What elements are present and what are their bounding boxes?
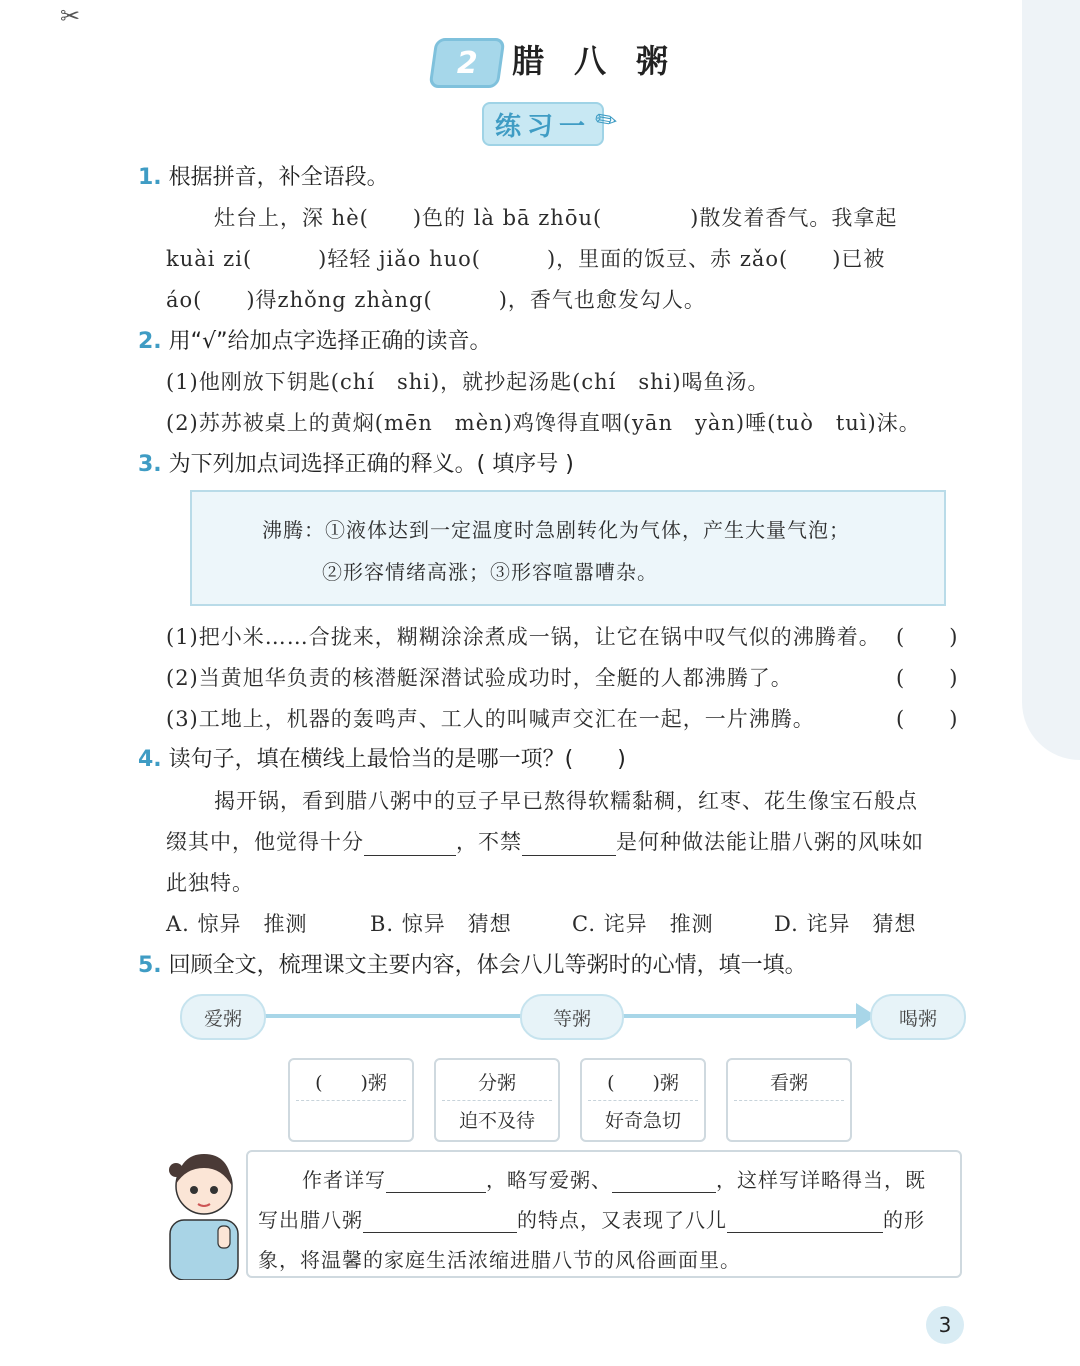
q4-line-2 [166,826,924,856]
stage-cloud-left [180,994,266,1040]
scissors-icon: ✂ [60,2,81,30]
lesson-number: 2 [456,45,478,81]
q4-line-3: 此独特。 [166,871,254,895]
stage-card-4 [726,1058,852,1142]
card-divider [588,1100,698,1101]
definition-line-1: 沸腾：①液体达到一定温度时急剧转化为气体，产生大量气泡； [262,518,850,542]
q5-line-2-part-a: 写出腊八粥 [258,1208,363,1232]
girl-illustration [160,1140,248,1280]
definition-line-2: ②形容情绪高涨；③形容喧嚣嘈杂。 [322,560,658,584]
answer-paren[interactable]: ( ) [896,625,959,649]
answer-blank[interactable] [386,1170,486,1193]
card-title[interactable]: ( )粥 [315,1072,387,1094]
stage-label: 爱粥 [203,1007,242,1030]
answer-blank[interactable] [612,1170,716,1193]
question-prompt: 回顾全文，梳理课文主要内容，体会八儿等粥时的心情，填一填。 [168,953,807,978]
q5-line-1-part-c: ，这样写详略得当，既 [716,1168,926,1192]
q1-line-2: kuài zi( )轻轻 jiǎo huo( )，里面的饭豆、赤 zǎo( )已被 [166,247,886,271]
q4-line-2-part-c: 是何种做法能让腊八粥的风味如 [616,830,924,854]
card-mood: 迫不及待 [458,1110,535,1132]
q5-line-2 [258,1204,925,1233]
q5-line-2-part-b: 的特点，又表现了八儿 [517,1208,727,1232]
stage-card-1 [288,1058,414,1142]
question-3 [138,447,574,478]
stage-label: 等粥 [552,1007,591,1030]
q4-line-2-part-a: 缀其中，他觉得十分 [166,830,364,854]
question-prompt: 根据拼音，补全语段。 [168,165,389,190]
option-a[interactable]: A. 惊异 推测 [166,912,308,936]
q4-line-1: 揭开锅，看到腊八粥中的豆子早已熬得软糯黏稠，红枣、花生像宝石般点 [214,789,918,813]
card-divider [442,1100,552,1101]
answer-blank[interactable] [522,833,616,856]
q1-line-1: 灶台上，深 hè( )色的 là bā zhōu( )散发着香气。我拿起 [214,206,898,230]
q3-item-2: (2)当黄旭华负责的核潜艇深潜试验成功时，全艇的人都沸腾了。 [166,666,793,690]
option-d[interactable]: D. 诧异 猜想 [774,912,917,936]
card-title: 分粥 [477,1072,516,1094]
page-number-text: 3 [938,1313,952,1337]
card-mood: 好奇急切 [604,1110,681,1132]
q5-line-3: 象，将温馨的家庭生活浓缩进腊八节的风俗画面里。 [258,1248,741,1272]
q2-item-2: (2)苏苏被桌上的黄焖(mēn mèn)鸡馋得直咽(yān yàn)唾(tuò tuì)沫。 [166,411,921,435]
card-divider [734,1100,844,1101]
lesson-number-badge [428,38,505,88]
answer-blank[interactable] [363,1210,517,1233]
answer-paren[interactable]: ( ) [896,707,959,731]
page-edge-tab [1022,0,1080,760]
question-number: 1. [138,165,162,190]
question-5 [138,948,807,979]
option-c[interactable]: C. 诧异 推测 [572,912,714,936]
question-prompt: 为下列加点词选择正确的释义。( 填序号 ) [168,452,574,477]
card-divider [296,1100,406,1101]
q5-line-2-part-c: 的形 [883,1208,925,1232]
q3-item-1: (1)把小米……合拢来，糊糊涂涂煮成一锅，让它在锅中叹气似的沸腾着。 [166,625,881,649]
question-number: 4. [138,747,162,772]
answer-blank[interactable] [727,1210,883,1233]
exercise-badge [482,102,604,146]
q5-line-1-part-b: ，略写爱粥、 [486,1168,612,1192]
stage-cloud-right [870,994,966,1040]
q1-line-3: áo( )得zhǒng zhàng( )，香气也愈发勾人。 [166,288,706,312]
question-2 [138,324,492,355]
q5-line-1-part-a: 作者详写 [302,1168,386,1192]
card-title: 看粥 [769,1072,808,1094]
stage-cloud-middle [520,994,624,1040]
answer-paren[interactable]: ( ) [896,666,959,690]
card-title[interactable]: ( )粥 [607,1072,679,1094]
question-number: 3. [138,452,162,477]
lesson-title: 腊八粥 [512,42,699,80]
stage-card-2 [434,1058,560,1142]
pencil-icon: ✎ [589,102,625,140]
q5-line-1 [302,1164,926,1193]
question-4 [138,742,626,773]
question-number: 2. [138,329,162,354]
question-number: 5. [138,953,162,978]
question-1 [138,160,389,191]
answer-blank[interactable] [364,833,456,856]
q2-item-1: (1)他刚放下钥匙(chí shi)，就抄起汤匙(chí shi)喝鱼汤。 [166,370,770,394]
page-number [926,1306,964,1344]
q3-item-3: (3)工地上，机器的轰鸣声、工人的叫喊声交汇在一起，一片沸腾。 [166,707,815,731]
exercise-label: 练习一 [494,111,591,142]
question-prompt: 用“√”给加点字选择正确的读音。 [168,329,492,354]
stage-card-3 [580,1058,706,1142]
option-b[interactable]: B. 惊异 猜想 [370,912,512,936]
q4-line-2-part-b: ，不禁 [456,830,522,854]
question-prompt: 读句子，填在横线上最恰当的是哪一项？( ) [168,747,626,772]
stage-label: 喝粥 [898,1007,937,1030]
definition-box [190,490,946,606]
